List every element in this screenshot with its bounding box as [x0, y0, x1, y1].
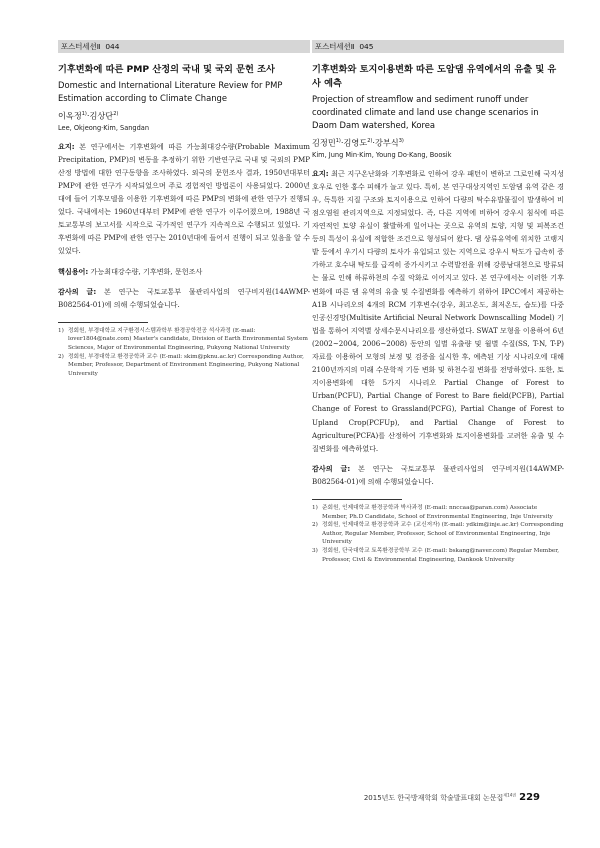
footnote-key: 2)	[312, 522, 318, 529]
footnote-text: 정회원, 부경대학교 환경공학과 교수 (E-mail: skim@pknu.ac.kr) Corresponding Author, Member, Professor, Department of Environment Engineering, Pukyong National University	[68, 353, 304, 377]
footnote-key: 1)	[58, 327, 64, 334]
abstract-body: 최근 지구온난화와 기후변화로 인하여 강우 패턴이 변하고 그로인해 국지성 호우로 인한 홍수 피해가 늘고 있다. 특히, 본 연구대상지역인 도암댐 유역 같은 경우, 독특한 지질 구조와 토지이용으로 인하여 다량의 탁수유발물질이 발생하여 비점오염원 관리지역으로 지정되었다. 즉, 다른 지역에 비하여 강우시 침식에 따른 자연적인 토양 유실이 활발하게 일어나는 곳으로 유역의 토양, 지형 및 피복조건 등의 특성이 유실에 적합한 조건으로 형성되어 왔다. 댐 상류유역에 위치한 고랭지밭 등에서 우기시 다량의 토사가 유입되고 있는 지역으로 강우시 탁도가 급속히 증가하고 호수내 탁도를 급격히 증가시키고 수력발전을 위해 강릉남대천으로 방류되는 물로 인해 하류하천의 수질 악화로 이어지고 있다. 본 연구에서는 이러한 기후변화에 따른 댐 유역의 유출 및 수질변화를 예측하기 위하여 IPCC에서 제공하는 A1B 시나리오의 4개의 RCM 기후변수(강우, 최고온도, 최저온도, 습도)를 다중인공신경망(Multisite Artificial Neural Network Downscalling Model) 기법을 통하여 지역별 상세수문시나리오를 생산하였다. SWAT 모형을 이용하여 6년(2002~2004, 2006~2008) 동안의 일별 유출량 및 월별 수질(SS, T-N, T-P) 자료를 이용하여 모형의 보정 및 검증을 실시한 후, 예측된 기상 시나리오에 대해 2100년까지의 미래 수문학적 기동 변화 및 하천수질 변화를 전망하였다. 또한, 토지이용변화에 대한 5가지 시나리오 Partial Change of Forest to Urban(PCFU), Partial Change of Forest to Bare field(PCFB), Partial Change of Forest to Grassland(PCFG), Partial Change of Forest to Upland Crop(PCFUp), and Partial Change of Forest to Agriculture(PCFA)를 산정하여 기후변화와 토지이용변화를 고려한 유출 및 수질변화를 예측하였다.	[312, 168, 564, 453]
ack-text: 본 연구는 국토교통부 물관리사업의 연구비지원(14AWMP-B082564-01)에 의해 수행되었습니다.	[58, 286, 310, 309]
footnote-key: 3)	[312, 547, 318, 554]
footnote	[312, 521, 564, 547]
author-1-mark: 1)	[81, 111, 87, 117]
authors-english: Lee, Okjeong·Kim, Sangdan	[58, 123, 150, 132]
author-3-mark: 3)	[398, 138, 404, 144]
page-footer	[364, 792, 540, 803]
footnote-rule	[58, 322, 148, 323]
abstract-044	[58, 40, 310, 378]
proceedings-title: 2015년도 한국방재학회 학술발표대회 논문집	[363, 794, 504, 802]
session-number: 044	[105, 42, 120, 51]
authors-english: Kim, Jung Min·Kim, Young Do·Kang, Boosik	[312, 150, 452, 159]
footnote	[58, 353, 310, 379]
footnote	[312, 504, 564, 521]
title-english: Domestic and International Literature Review for PMP Estimation according to Climate Change	[58, 80, 283, 103]
author-2-mark: 2)	[367, 138, 373, 144]
footnote-rule	[312, 499, 402, 500]
footnotes	[58, 327, 310, 379]
keyword-label: 핵심용어:	[58, 266, 89, 276]
footnote-text: 준회원, 인제대학교 환경공학과 박사과정 (E-mail: nnccaa@paran.com) Associate Member, Ph.D Candidate, School of Environmental Engineering, Inje University	[322, 504, 553, 520]
session-number: 045	[359, 42, 374, 51]
session-tag	[312, 40, 564, 53]
title-english: Projection of streamflow and sediment runoff under coordinated climate and land use change scenarios in Daom Dam watershed, Korea	[312, 94, 539, 130]
author-3: ·강부식	[372, 137, 399, 148]
title-korean: 기후변화에 따른 PMP 산정의 국내 및 국외 문헌 조사	[58, 64, 275, 75]
author-1: 김정민	[312, 137, 336, 148]
ack-label: 감사의 글:	[312, 463, 351, 473]
ack-text: 본 연구는 국토교통부 물관리사업의 연구비지원(14AWMP-B082564-01)에 의해 수행되었습니다.	[312, 463, 564, 486]
acknowledgement	[58, 285, 310, 311]
volume-mark: 제14권	[503, 792, 517, 798]
abstract-body: 본 연구에서는 기후변화에 따른 가능최대강수량(Probable Maximum Precipitation, PMP)의 변동을 추정하기 위한 기반연구로 국내 및 국외의 PMP 산정 방법에 대한 연구동향을 조사하였다. 외국의 문헌조사 결과, 1950년대부터 PMP에 관한 연구가 시작되었으며 주로 경험적인 방법론이 사용되었다. 2000년대에 들어 기후모델을 이용한 기후변화에 따른 PMP의 변화에 관한 연구가 진행되었다. 국내에서는 1960년대부터 PMP에 관한 연구가 이루어졌으며, 1988년 국토교통부의 보고서를 시작으로 국가적인 연구가 지속적으로 수행되고 있었다. 기후변화에 따른 PMP에 관한 연구는 2010년대에 들어서 진행이 되고 있음을 알 수 있었다.	[58, 141, 310, 256]
abstract-label: 요지:	[58, 141, 75, 151]
session-tag	[58, 40, 310, 53]
footnote-text: 정회원, 부경대학교 지구환경시스템과학부 환경공학전공 석사과정 (E-mail: lover1804@nate.com) Master's candidate, Division of Earth Environmental System Sciences, Major of Environmental Engineering, Pukyong National University	[68, 327, 308, 352]
footnote-key: 2)	[58, 353, 64, 360]
ack-label: 감사의 글:	[58, 286, 97, 296]
authors-korean	[312, 135, 564, 150]
footnote	[312, 547, 564, 564]
keyword-list: 가능최대강수량, 기후변화, 문헌조사	[90, 266, 203, 276]
author-1: 이옥정	[58, 110, 82, 121]
footnote	[58, 327, 310, 353]
abstract-text	[312, 167, 564, 455]
author-2: ·김상단	[86, 110, 114, 121]
session-label: 포스터세션Ⅱ	[315, 42, 355, 51]
abstract-text	[58, 140, 310, 258]
abstract-label: 요지:	[312, 168, 329, 178]
author-2-mark: 2)	[113, 111, 119, 117]
abstract-045	[312, 40, 564, 564]
authors-korean	[58, 108, 310, 123]
footnote-key: 1)	[312, 504, 318, 511]
author-2: ·김영도	[340, 137, 368, 148]
keywords	[58, 265, 310, 278]
page-number: 229	[519, 792, 540, 803]
footnote-text: 정회원, 인제대학교 환경공학과 교수 (교신저자) (E-mail: ydkim@inje.ac.kr) Corresponding Author, Regular Member, Professor, School of Environmental Engineering, Inje University	[322, 522, 564, 546]
acknowledgement	[312, 462, 564, 488]
session-label: 포스터세션Ⅱ	[61, 42, 101, 51]
title-korean: 기후변화와 토지이용변화 따른 도암댐 유역에서의 유출 및 유사 예측	[312, 64, 557, 89]
footnote-text: 정회원, 단국대학교 토목환경공학부 교수 (E-mail: bskang@naver.com) Regular Member, Professor, Civil & Environmental Engineering, Dankook University	[322, 547, 560, 563]
footnotes	[312, 504, 564, 564]
author-1-mark: 1)	[335, 138, 341, 144]
